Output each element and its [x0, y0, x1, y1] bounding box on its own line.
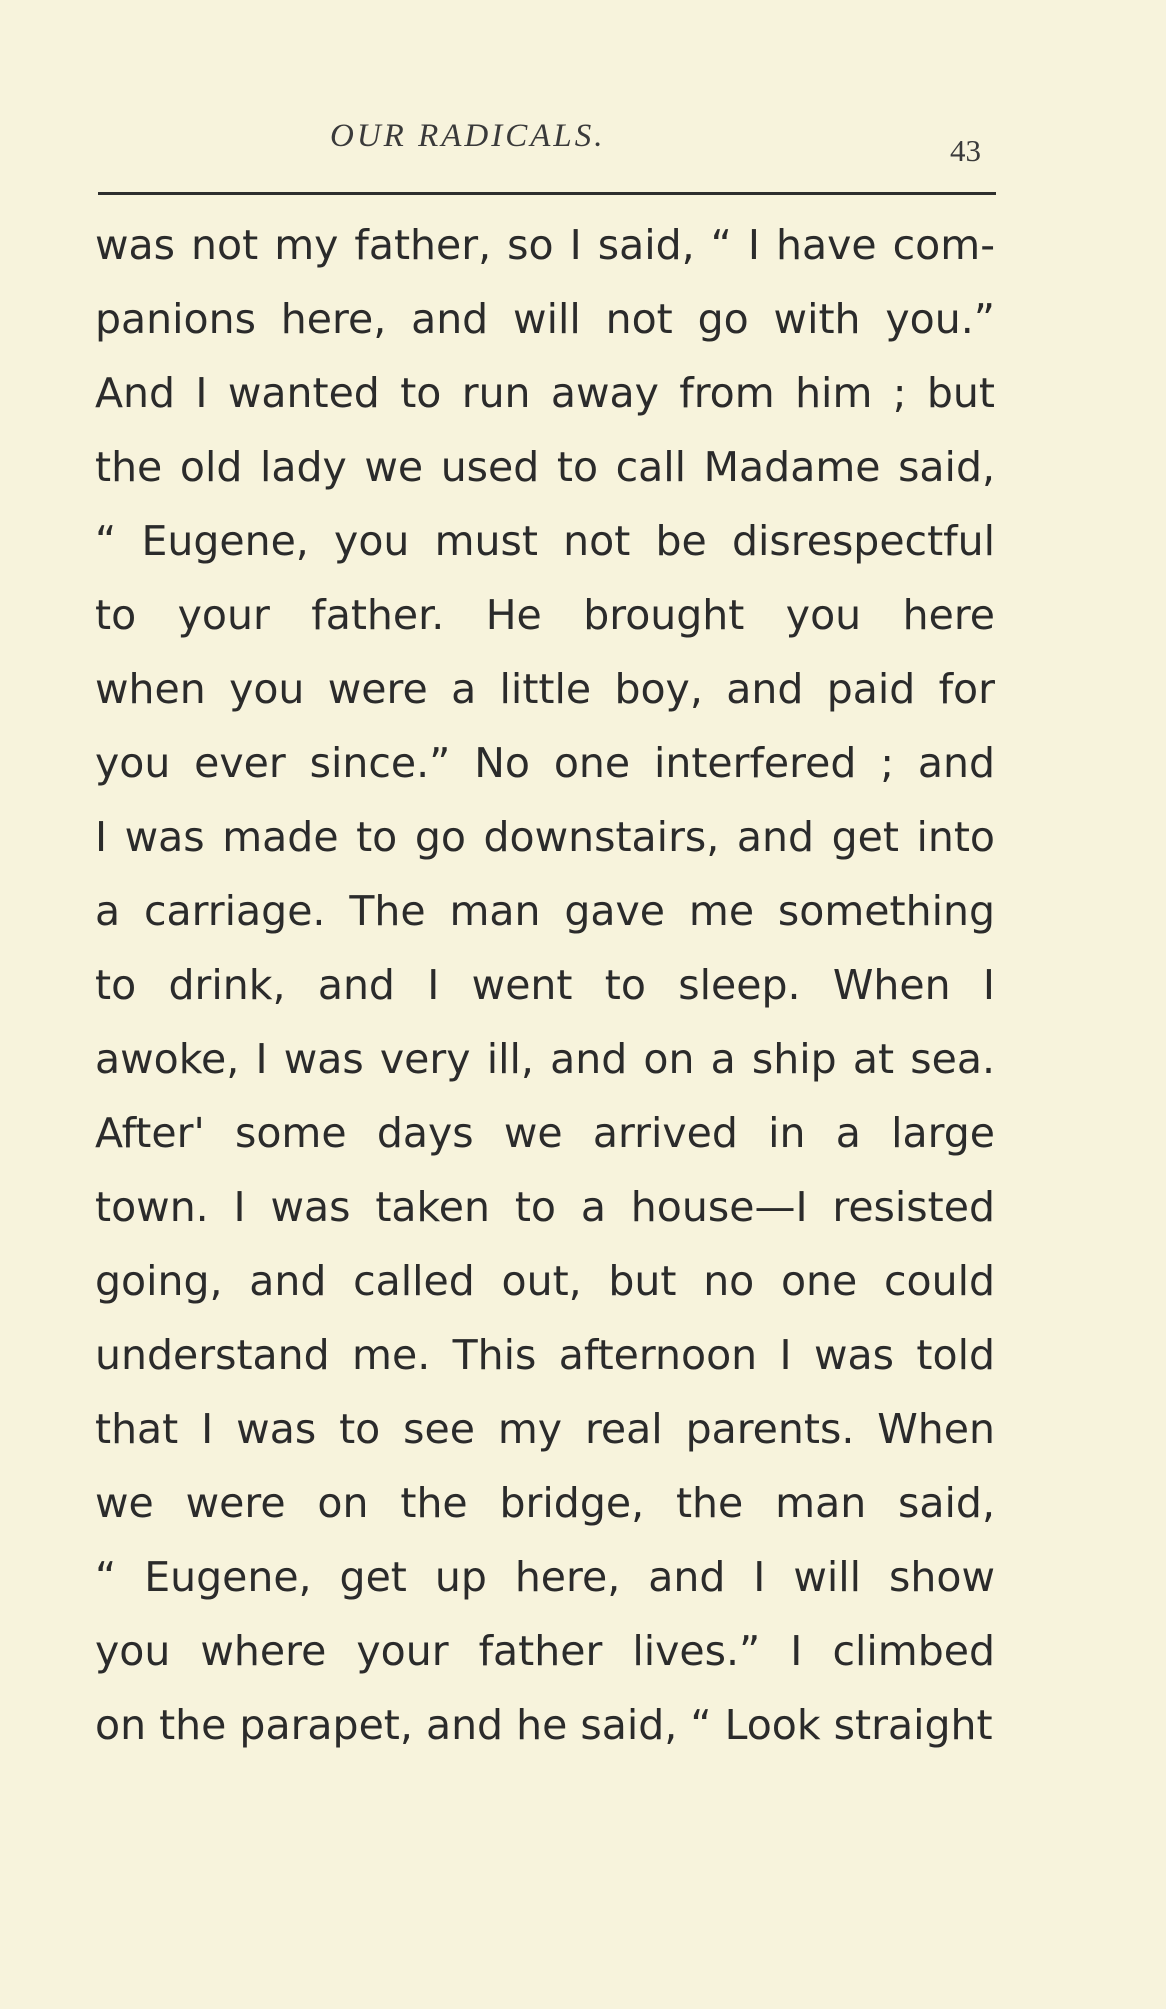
- running-title: OUR RADICALS.: [330, 118, 606, 154]
- text-line: a carriage. The man gave me something: [95, 887, 995, 935]
- text-line: awoke, I was very ill, and on a ship at sea.: [95, 1035, 995, 1083]
- text-line: And I wanted to run away from him ; but: [95, 369, 995, 417]
- text-line: panions here, and will not go with you.”: [95, 295, 995, 343]
- text-line: the old lady we used to call Madame said,: [95, 443, 995, 491]
- text-line: to your father. He brought you here: [95, 591, 995, 639]
- page-number: 43: [950, 133, 981, 168]
- text-line: town. I was taken to a house—I resisted: [95, 1183, 995, 1231]
- text-line: you ever since.” No one interfered ; and: [95, 739, 995, 787]
- text-line: “ Eugene, you must not be disrespectful: [95, 517, 995, 565]
- text-line: After' some days we arrived in a large: [95, 1109, 995, 1157]
- text-line: on the parapet, and he said, “ Look straight: [95, 1701, 993, 1749]
- header-rule: [98, 192, 996, 195]
- text-line: I was made to go downstairs, and get into: [95, 813, 995, 861]
- text-line: when you were a little boy, and paid for: [95, 665, 995, 713]
- body-text: [95, 208, 995, 1762]
- text-line: you where your father lives.” I climbed: [95, 1627, 995, 1675]
- text-line: “ Eugene, get up here, and I will show: [95, 1553, 995, 1601]
- text-line: understand me. This afternoon I was told: [95, 1331, 995, 1379]
- text-line: going, and called out, but no one could: [95, 1257, 995, 1305]
- text-line: to drink, and I went to sleep. When I: [95, 961, 995, 1009]
- text-line: was not my father, so I said, “ I have com-: [95, 221, 995, 269]
- text-line: that I was to see my real parents. When: [95, 1405, 995, 1453]
- text-line: we were on the bridge, the man said,: [95, 1479, 995, 1527]
